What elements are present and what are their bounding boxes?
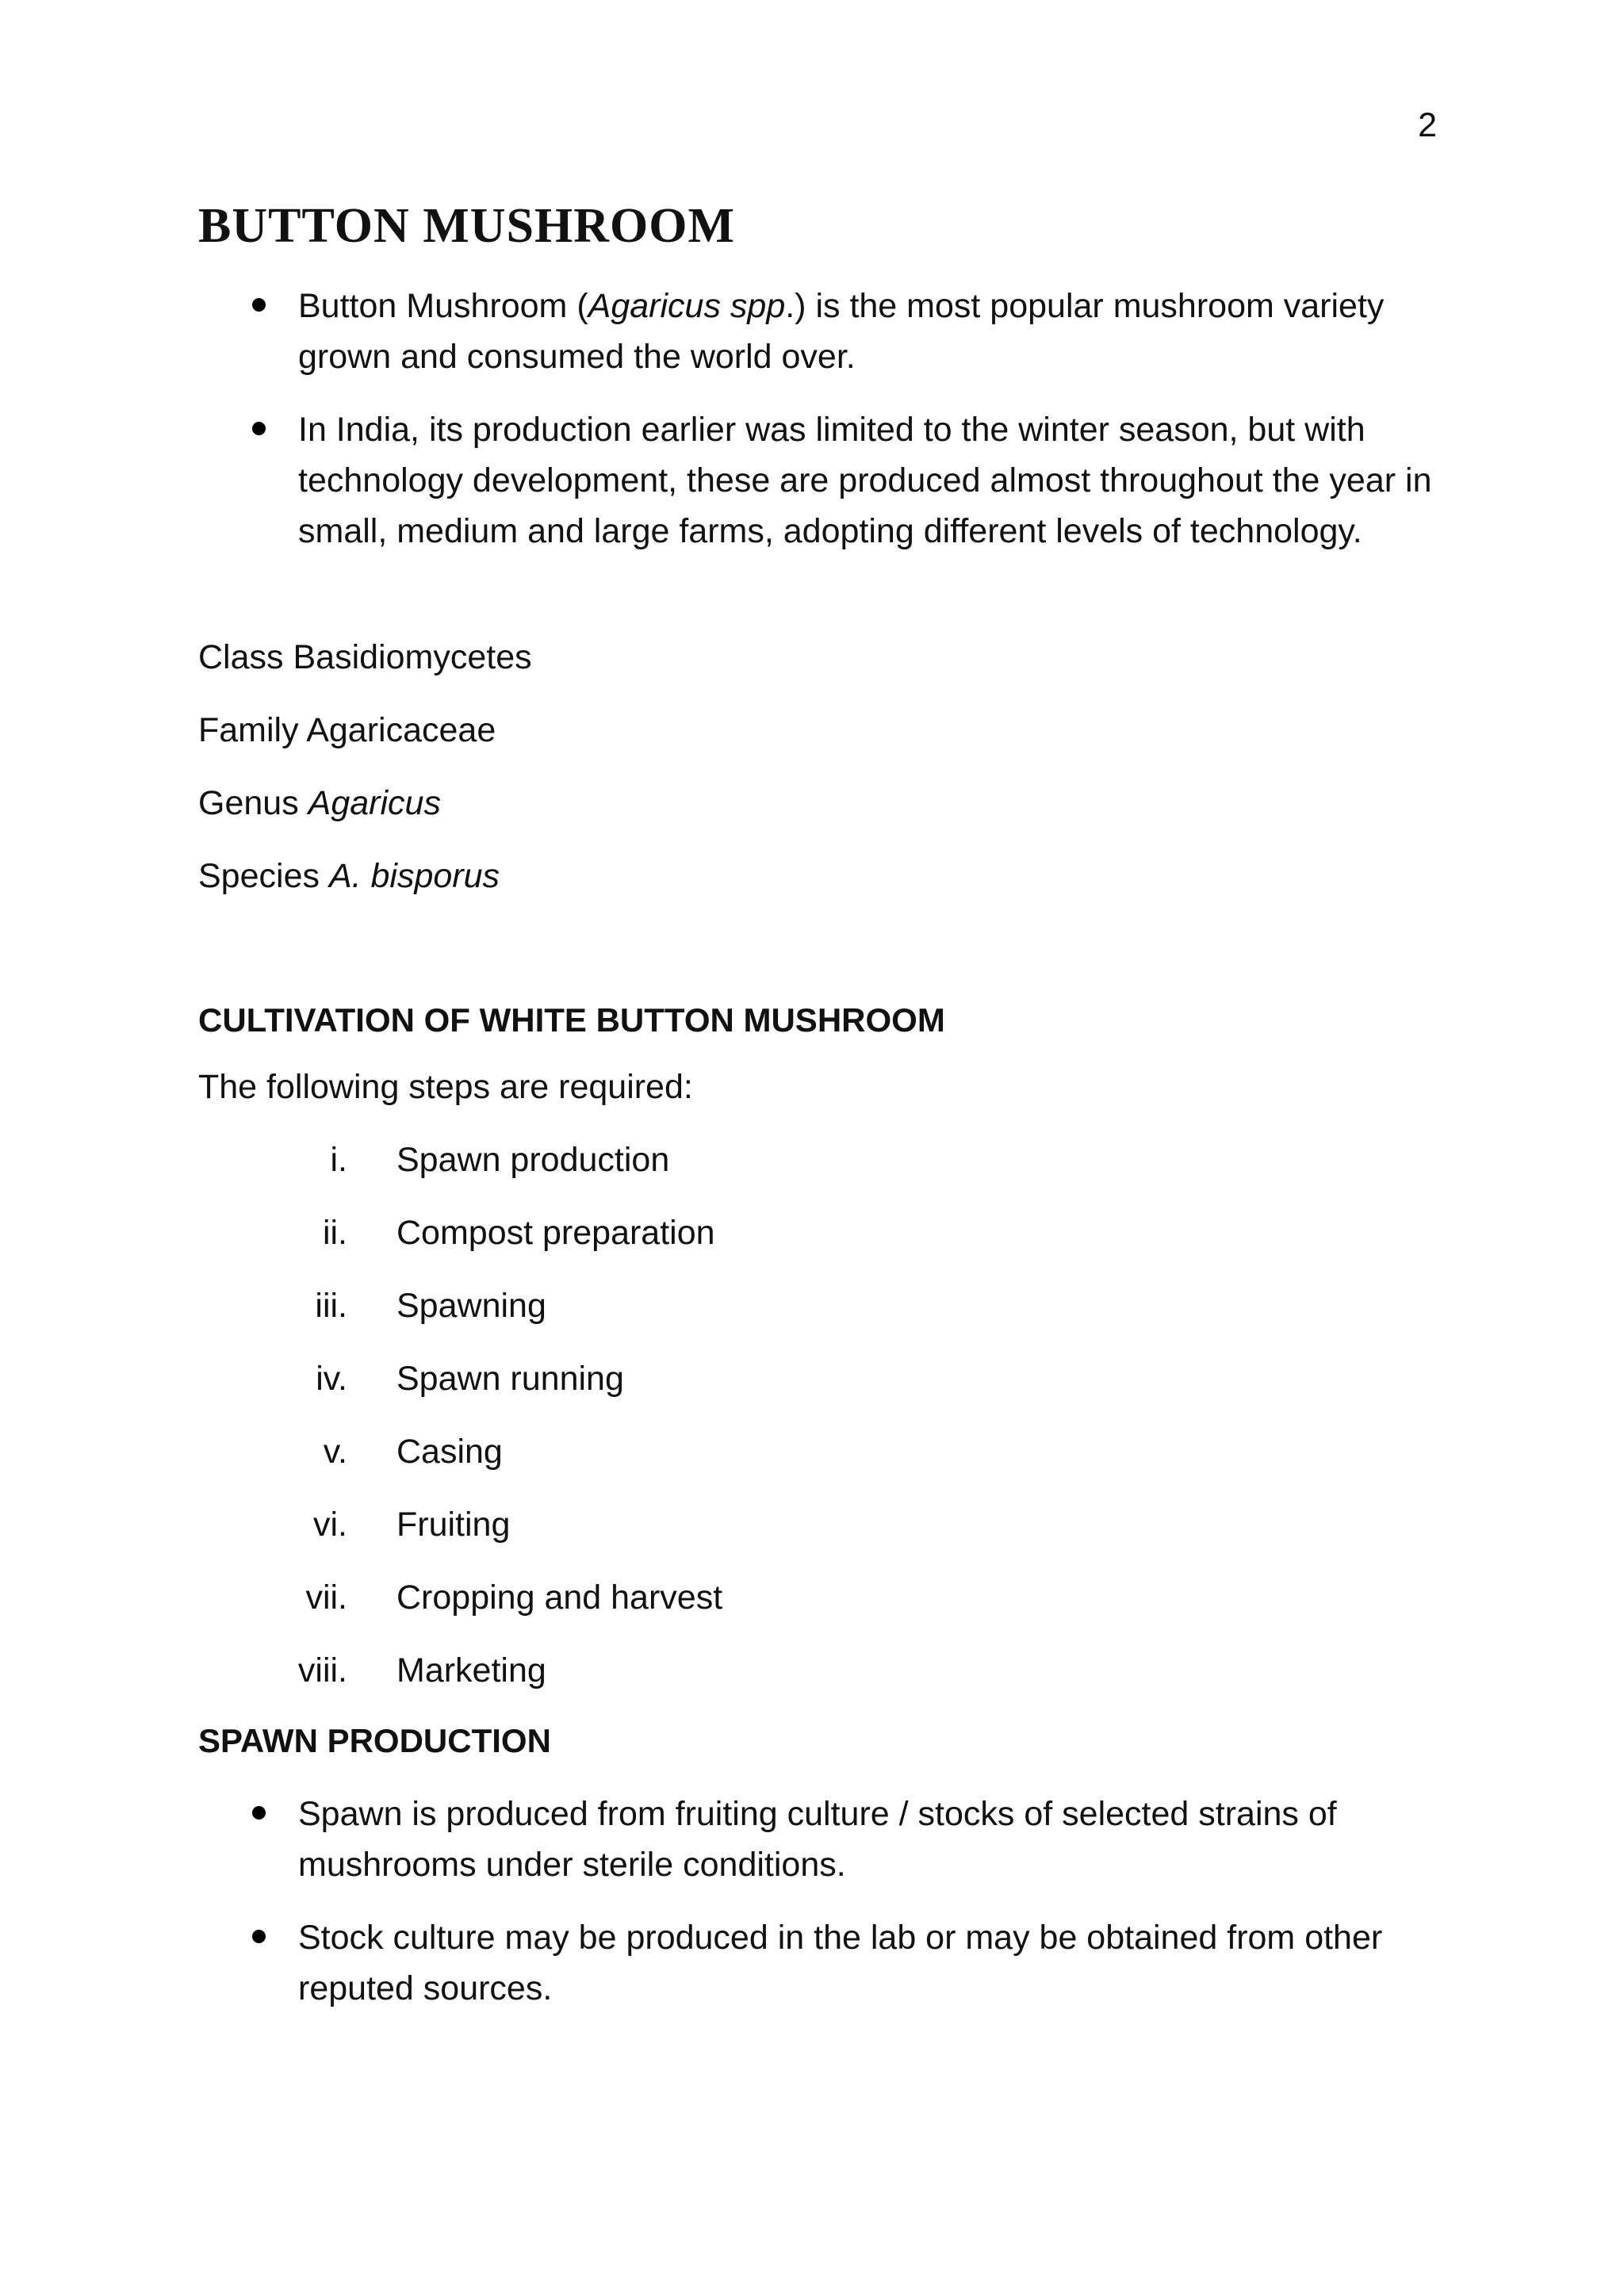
step-label: Compost preparation xyxy=(396,1214,715,1252)
list-item xyxy=(198,281,1451,382)
step-label: Spawning xyxy=(396,1287,546,1325)
step-number: iv. xyxy=(316,1360,347,1398)
step-number: ii. xyxy=(322,1214,347,1252)
step-number: vii. xyxy=(305,1578,347,1617)
bullet-text: Stock culture may be produced in the lab or may be obtained from other reputed sources. xyxy=(298,1919,1383,2007)
bullet-icon xyxy=(252,298,266,312)
bullet-icon xyxy=(252,1930,266,1943)
step-label: Spawn production xyxy=(396,1141,670,1179)
page-number: 2 xyxy=(1418,106,1437,144)
step-label: Casing xyxy=(396,1433,503,1471)
taxonomy-genus: Genus Agaricus xyxy=(198,784,441,822)
taxonomy-species: Species A. bisporus xyxy=(198,857,500,895)
step-number: vi. xyxy=(313,1506,347,1544)
step-label: Cropping and harvest xyxy=(396,1578,723,1617)
taxonomy-family: Family Agaricaceae xyxy=(198,711,496,749)
bullet-text: Spawn is produced from fruiting culture / stocks of selected strains of mushrooms under sterile conditions. xyxy=(298,1795,1337,1884)
bullet-text: Button Mushroom (Agaricus spp.) is the most popular mushroom variety grown and consumed the world over. xyxy=(298,287,1385,376)
step-number: i. xyxy=(330,1141,347,1179)
taxonomy-class: Class Basidiomycetes xyxy=(198,638,532,676)
step-number: v. xyxy=(323,1433,347,1471)
spawn-production-heading: SPAWN PRODUCTION xyxy=(198,1722,551,1759)
list-item xyxy=(198,404,1451,557)
step-label: Spawn running xyxy=(396,1360,624,1398)
list-item xyxy=(198,1789,1451,1890)
page-title: BUTTON MUSHROOM xyxy=(198,199,735,253)
bullet-icon xyxy=(252,422,266,435)
step-number: iii. xyxy=(315,1287,347,1325)
cultivation-intro: The following steps are required: xyxy=(198,1068,693,1106)
bullet-text: In India, its production earlier was limited to the winter season, but with technology development, these are produced almost throughout the year in small, medium and large farms, adopting different levels of technology. xyxy=(298,411,1432,550)
intro-bullet-list xyxy=(198,281,1451,579)
bullet-icon xyxy=(252,1806,266,1820)
spawn-bullet-list xyxy=(198,1789,1451,2036)
step-number: viii. xyxy=(297,1651,347,1689)
list-item xyxy=(198,1912,1451,2014)
step-label: Marketing xyxy=(396,1651,546,1689)
cultivation-heading: CULTIVATION OF WHITE BUTTON MUSHROOM xyxy=(198,1001,945,1039)
step-label: Fruiting xyxy=(396,1506,511,1544)
